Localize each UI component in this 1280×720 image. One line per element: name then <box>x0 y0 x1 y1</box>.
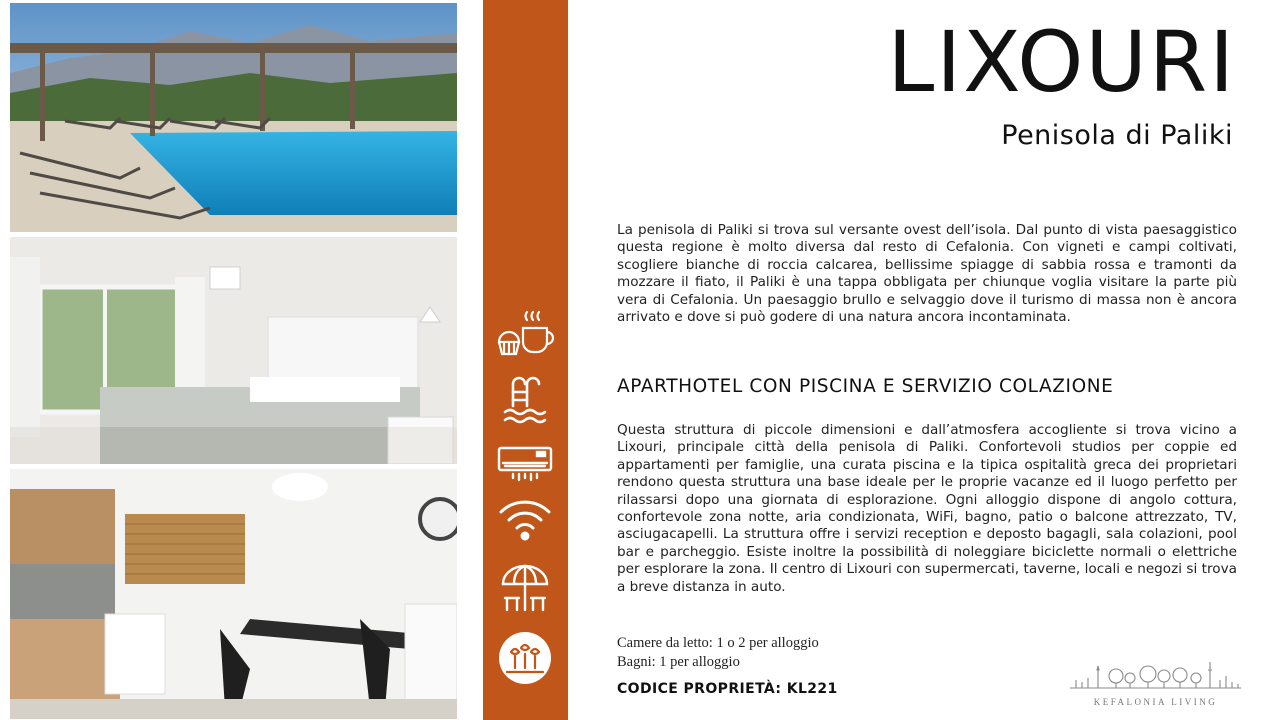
property-heading: APARTHOTEL CON PISCINA E SERVIZIO COLAZIONE <box>617 376 1114 397</box>
kefalonia-living-logo <box>1068 656 1243 712</box>
property-description: Questa struttura di piccole dimensioni e dall’atmosfera accogliente si trova vicino a Lixouri, principale città della penisola di Paliki. Confortevoli studios per coppie ed appartamenti per famiglie, una curata piscina e la tipica ospitalità greca dei proprietari rendono questa struttura una base ideale per le proprie vacanze ed il luogo perfetto per rilassarsi dopo una giornata di esplorazione. Ogni alloggio dispone di angolo cottura, confortevole zona notte, aria condizionata, WiFi, bagno, patio o balcone attrezzato, TV, asciugacapelli. La struttura offre i servizi reception e deposto bagagli, sala colazioni, pool bar e parcheggio. Esiste inoltre la possibilità di noleggiare biciclette normali o elettriche per esplorare la zona. Il centro di Lixouri con supermercati, taverne, locali e negozi si trova a breve distanza in auto. <box>617 422 1237 595</box>
bathrooms-info: Bagni: 1 per alloggio <box>617 654 740 670</box>
page-title: LIXOURI <box>887 13 1236 111</box>
pool-icon <box>493 372 557 432</box>
breakfast-icon <box>493 306 557 366</box>
kitchen-photo <box>10 469 457 719</box>
page-subtitle: Penisola di Paliki <box>1001 120 1233 151</box>
garden-icon <box>493 628 557 688</box>
beach-umbrella-icon <box>493 558 557 618</box>
logo-text: KEFALONIA LIVING <box>1093 697 1218 707</box>
amenities-band <box>483 0 568 720</box>
intro-paragraph: La penisola di Paliki si trova sul versante ovest dell’isola. Dal punto di vista paesaggistico questa regione è molto diversa dal resto di Cefalonia. Con vigneti e campi coltivati, scogliere bianche di roccia calcarea, bellissime spiagge di sabbia rossa e tramonti da mozzare il fiato, il Paliki è una tappa obbligata per chiunque voglia visitare la parte più vera di Cefalonia. Un paesaggio brullo e selvaggio dove il turismo di massa non è ancora arrivato e dove si può godere di una natura ancora incontaminata. <box>617 222 1237 326</box>
property-details <box>617 634 819 672</box>
pool-photo <box>10 3 457 232</box>
property-code: CODICE PROPRIETÀ: KL221 <box>617 681 838 697</box>
bedrooms-info: Camere da letto: 1 o 2 per alloggio <box>617 635 819 651</box>
air-conditioning-icon <box>493 432 557 492</box>
bedroom-photo <box>10 237 457 464</box>
wifi-icon <box>493 490 557 550</box>
